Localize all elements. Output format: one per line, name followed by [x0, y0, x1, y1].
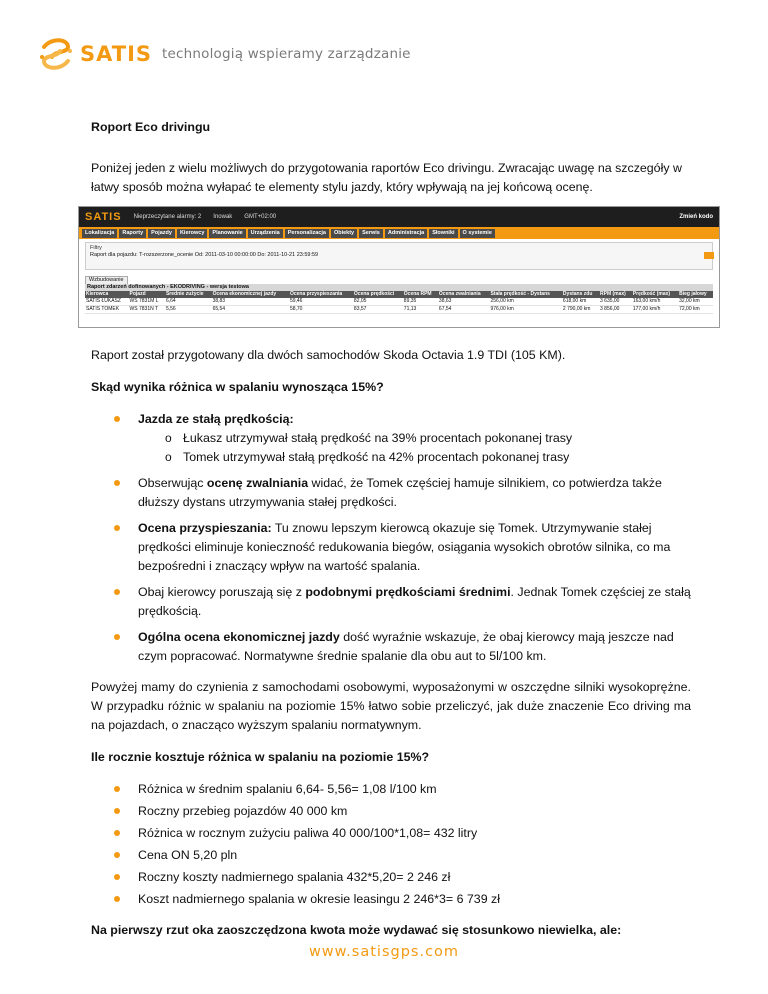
- column-header: Kierowca: [85, 291, 129, 298]
- table-cell: 2 790,00 km: [562, 306, 599, 314]
- table-header-row: [85, 291, 713, 298]
- bullet-icon: [114, 896, 120, 902]
- app-topbar: [79, 207, 719, 227]
- section2-heading-text: Ile rocznie kosztuje różnica w spalaniu na poziomie 15%?: [91, 750, 430, 764]
- column-header: Ocena ekonomicznej jazdy: [212, 291, 289, 298]
- circle-bullet-icon: o: [165, 450, 172, 464]
- table-cell: 177,00 km/h: [632, 306, 678, 314]
- table-cell: 32,00 km: [678, 298, 713, 306]
- bullet-text: Różnica w średnim spalaniu 6,64- 5,56= 1,08 l/100 km: [138, 782, 437, 796]
- bullet-text: Koszt nadmiernego spalania w okresie leasingu 2 246*3= 6 739 zł: [138, 892, 500, 906]
- menu-item: Urządzenia: [248, 229, 283, 238]
- closing-text: Na pierwszy rzut oka zaoszczędzona kwota może wydawać się stosunkowo niewielka, ale:: [91, 923, 622, 937]
- column-header: Prędkość (max): [632, 291, 678, 298]
- section2-heading: [91, 748, 691, 767]
- list-item: [91, 824, 691, 843]
- bullet-icon: [114, 589, 120, 595]
- filter-line: Raport dla pojazdu: T-rozszerzone_ocenie Od: 2011-03-10 00:00:00 Do: 2011-10-21 23:59:59: [90, 252, 319, 258]
- section1-list: [91, 410, 691, 666]
- bullet-text: . Jednak Tomek częściej ze stałą prędkością.: [138, 585, 691, 618]
- bullet-icon: [114, 480, 120, 486]
- table-cell: 3 856,00: [599, 306, 632, 314]
- table-cell: 38,63: [438, 298, 490, 306]
- column-header: RPM (max): [599, 291, 632, 298]
- bullet-bold: Ocena przyspieszania:: [138, 521, 272, 535]
- menu-item: Pojazdy: [148, 229, 175, 238]
- table-row: [85, 306, 713, 314]
- table-cell: WS 7831M L: [129, 298, 165, 306]
- bullet-bold: Ogólna ocena ekonomicznej jazdy: [138, 630, 340, 644]
- column-header: Ocena RPM: [403, 291, 438, 298]
- list-item: [91, 868, 691, 887]
- bullet-icon: [114, 808, 120, 814]
- list-item: [91, 846, 691, 865]
- app-timezone: GMT+02:00: [244, 213, 277, 220]
- intro-paragraph: Poniżej jeden z wielu możliwych do przygotowania raportów Eco drivingu. Zwracając uwagę na szczegóły w łatwy sposób można wyłapać te elementy stylu jazdy, który wpływają na jej końcową ocenę.: [91, 161, 682, 194]
- bullet-icon: [114, 852, 120, 858]
- sub-item-text: Łukasz utrzymywał stałą prędkość na 39% procentach pokonanej trasy: [183, 431, 573, 445]
- menu-item: Lokalizacja: [82, 229, 117, 238]
- menu-item: Obiekty: [331, 229, 357, 238]
- app-menu: [79, 227, 719, 239]
- bullet-icon: [114, 416, 120, 422]
- column-header: Ocena zwalniania: [438, 291, 490, 298]
- table-cell: 38,83: [212, 298, 289, 306]
- page-header: [38, 34, 411, 74]
- menu-item: Administracja: [385, 229, 427, 238]
- paragraph-2: Powyżej mamy do czynienia z samochodami osobowymi, wyposażonymi w oszczędne silniki wysokoprężne. W przypadku różnic w spalaniu na poziomie 15% łatwo sobie przeliczyć, jak duże znaczenie Eco driving ma na pojazdach, o znacząco wyższym spalaniu normatywnym.: [91, 680, 691, 732]
- bullet-bold: podobnymi prędkościami średnimi: [305, 585, 511, 599]
- table-cell: 67,54: [438, 306, 490, 314]
- table-cell: 83,57: [353, 306, 403, 314]
- app-tab: Wzbudowanie: [85, 276, 128, 284]
- document-body: [85, 118, 713, 953]
- app-logout: Zmień kodo: [679, 213, 713, 220]
- bullet-icon: [114, 874, 120, 880]
- sub-list: [138, 429, 691, 467]
- bullet-text: Tu znowu lepszym kierowcą okazuje się Tomek. Utrzymywanie stałej prędkości eliminuje konieczność redukowania biegów, osiągania wysokich obrotów silnika, co ma bezpośredni i znaczący wpływ na wartość spalania.: [138, 521, 671, 573]
- filter-apply-button: [704, 252, 714, 259]
- table-cell: 976,00 km: [489, 306, 561, 314]
- column-header: Bieg jałowy: [678, 291, 713, 298]
- table-cell: 72,00 km: [678, 306, 713, 314]
- bullet-bold: ocenę zwalniania: [206, 476, 309, 490]
- bullet-text: Różnica w rocznym zużyciu paliwa 40 000/100*1,08= 432 litry: [138, 826, 478, 840]
- brand-tagline: technologią wspieramy zarządzanie: [162, 46, 411, 62]
- list-item: [91, 628, 691, 666]
- menu-item: Serwis: [359, 229, 383, 238]
- table-cell: 3 635,00: [599, 298, 632, 306]
- table-row: [85, 298, 713, 306]
- bullet-text: Obserwując: [138, 476, 207, 490]
- sub-list-item: [138, 448, 691, 467]
- bullet-icon: [114, 830, 120, 836]
- closing-line: [91, 921, 691, 940]
- bullet-text: Roczny przebieg pojazdów 40 000 km: [138, 804, 348, 818]
- app-brand: SATIS: [85, 210, 122, 223]
- table-cell: 71,13: [403, 306, 438, 314]
- report-title: Raport zdarzeń dofinowanych - EKODRIVING - wersja testowa: [85, 284, 713, 291]
- satis-logo-icon: [38, 37, 74, 71]
- column-header: Ocena prędkości: [353, 291, 403, 298]
- table-cell: 5,56: [165, 306, 212, 314]
- column-header: Ocena przyspieszania: [289, 291, 353, 298]
- column-header: Pojazd: [129, 291, 165, 298]
- app-filters: [85, 242, 713, 270]
- table-cell: 618,00 km: [562, 298, 599, 306]
- table-cell: SATIS ŁUKASZ: [85, 298, 129, 306]
- menu-item: Raporty: [119, 229, 146, 238]
- column-header: Średnie zużycie: [165, 291, 212, 298]
- table-cell: 256,00 km: [489, 298, 561, 306]
- table-cell: 6,64: [165, 298, 212, 306]
- list-item: [91, 474, 691, 512]
- menu-item: O systemie: [460, 229, 495, 238]
- report-table: [85, 291, 713, 314]
- table-cell: 82,05: [353, 298, 403, 306]
- bullet-icon: [114, 634, 120, 640]
- table-cell: 65,54: [212, 306, 289, 314]
- table-cell: WS 7831N T: [129, 306, 165, 314]
- list-item: [91, 890, 691, 909]
- bullet-text: widać, że Tomek częściej hamuje silnikiem, co potwierdza także dłuższy dystans utrzymywania stałej prędkości.: [138, 476, 662, 509]
- bullet-text: dość wyraźnie wskazuje, że obaj kierowcy mają jeszcze nad czym popracować. Normatywne średnie spalanie dla obu aut to 5l/100 km.: [138, 630, 674, 663]
- bullet-icon: [114, 525, 120, 531]
- brand-name: SATIS: [80, 42, 153, 66]
- footer-url[interactable]: www.satisgps.com: [308, 944, 460, 960]
- filters-label: Filtry: [90, 245, 102, 251]
- circle-bullet-icon: o: [165, 431, 172, 445]
- document-title: Roport Eco drivingu: [91, 120, 211, 134]
- bullet-bold: Jazda ze stałą prędkością:: [138, 412, 294, 426]
- bullet-text: Cena ON 5,20 pln: [138, 848, 238, 862]
- list-item: [91, 802, 691, 821]
- table-cell: SATIS TOMEK: [85, 306, 129, 314]
- list-item: [91, 519, 691, 576]
- bullet-icon: [114, 786, 120, 792]
- app-alarms: Nieprzeczytane alarmy: 2: [133, 213, 202, 220]
- menu-item: Słowniki: [429, 229, 457, 238]
- report-note: Raport został przygotowany dla dwóch samochodów Skoda Octavia 1.9 TDI (105 KM).: [91, 348, 566, 362]
- list-item: [91, 583, 691, 621]
- menu-item: Kierowcy: [177, 229, 207, 238]
- sub-list-item: [138, 429, 691, 448]
- bullet-text: Obaj kierowcy poruszają się z: [138, 585, 306, 599]
- table-cell: 163,00 km/h: [632, 298, 678, 306]
- app-user: Inowak: [213, 213, 233, 220]
- sub-item-text: Tomek utrzymywał stałą prędkość na 42% procentach pokonanej trasy: [183, 450, 570, 464]
- list-item: [91, 780, 691, 799]
- menu-item: Planowanie: [209, 229, 245, 238]
- section2-list: [91, 780, 691, 909]
- section1-heading-text: Skąd wynika różnica w spalaniu wynosząca 15%?: [91, 380, 384, 394]
- table-cell: 59,46: [289, 298, 353, 306]
- table-cell: 58,70: [289, 306, 353, 314]
- table-cell: 89,35: [403, 298, 438, 306]
- bullet-text: Roczny koszty nadmiernego spalania 432*5,20= 2 246 zł: [138, 870, 451, 884]
- column-header: Dystans zdu: [562, 291, 599, 298]
- column-header: Stała prędkość - Dystans: [489, 291, 561, 298]
- menu-item: Personalizacja: [285, 229, 329, 238]
- list-item: [91, 410, 691, 467]
- report-screenshot: [78, 206, 720, 328]
- section1-heading: [91, 378, 691, 397]
